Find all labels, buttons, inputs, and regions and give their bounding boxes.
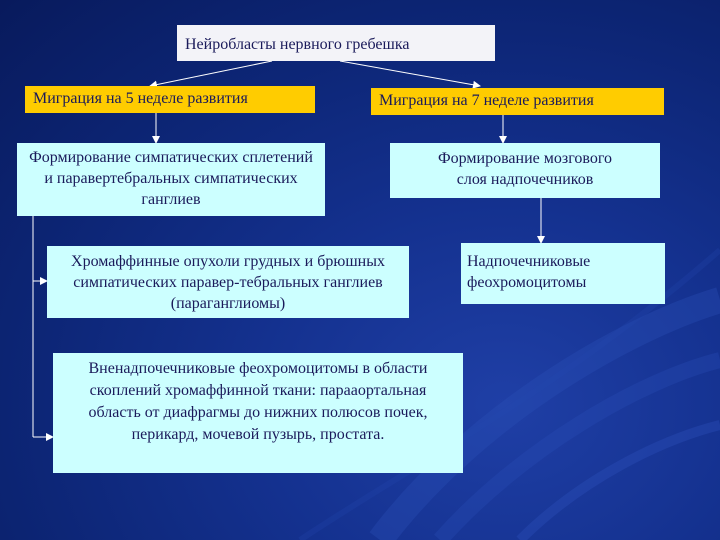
adrenal-medulla-formation-label: Формирование мозгового слоя надпочечников [438,150,612,188]
neural-crest-label: Нейробласты нервного гребешка [185,36,410,53]
arrow-top-to-left [150,61,272,86]
migration-week7-label: Миграция на 7 неделе развития [379,92,594,109]
chromaffin-tumors-label: Хромаффинные опухоли грудных и брюшных симпатических паравер-тебральных ганглиев (параганглиомы) [71,253,385,312]
migration-week5-box [25,86,315,113]
arrow-top-to-right [340,61,480,86]
migration-week5-label: Миграция на 5 неделе развития [33,90,248,107]
neural-crest-box [177,25,495,61]
chromaffin-tumors-box [47,246,409,318]
sympathetic-formation-box [17,143,325,216]
migration-week7-box [371,88,664,115]
extra-adrenal-pheochromocytoma-label: Вненадпочечниковые феохромоцитомы в области скоплений хромаффинной ткани: парааортальная область от диафрагмы до нижних полюсов почек, перикард, мочевой пузырь, простата. [88,360,428,443]
sympathetic-formation-label: Формирование симпатических сплетений и паравертебральных симпатических ганглиев [29,149,313,208]
adrenal-medulla-formation-box [390,143,660,198]
adrenal-pheochromocytoma-label: Надпочечниковые феохромоцитомы [467,253,591,291]
adrenal-pheochromocytoma-box [461,243,665,304]
extra-adrenal-pheochromocytoma-box [53,353,463,473]
